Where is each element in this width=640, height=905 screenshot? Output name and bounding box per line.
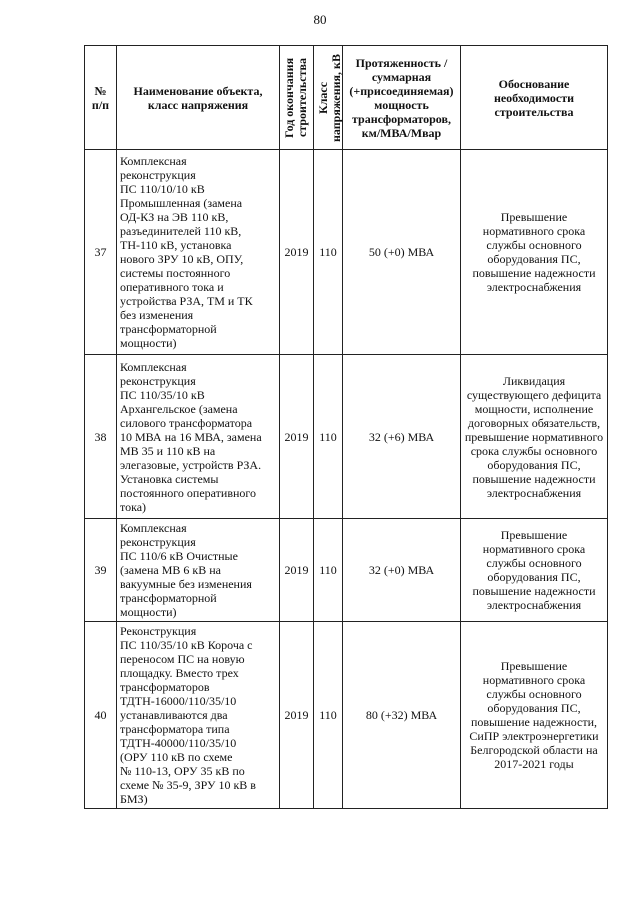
header-year xyxy=(280,46,314,150)
row-voltage: 110 xyxy=(314,622,343,809)
header-year-text: Год окончания строительства xyxy=(282,57,309,138)
row-year: 2019 xyxy=(280,622,314,809)
row-justification: Ликвидация существующего дефицита мощности, исполнение договорных обязательств, превышение нормативного срока службы основного оборудования ПС, повышение надежности электроснабжения xyxy=(461,355,608,519)
header-capacity: Протяженность / суммарная (+присоединяемая) мощность трансформаторов, км/МВА/Мвар xyxy=(343,46,461,150)
row-name: Комплексная реконструкция ПС 110/35/10 кВ Архангельское (замена силового трансформатора 10 МВА на 16 МВА, замена МВ 35 и 110 кВ на элегазовые, устройств РЗА. Установка системы постоянного оперативного тока) xyxy=(117,355,280,519)
row-capacity: 50 (+0) МВА xyxy=(343,150,461,355)
header-voltage-text: Класс напряжения, кВ xyxy=(316,53,343,142)
row-justification: Превышение нормативного срока службы основного оборудования ПС, повышение надежности, СиПР электроэнергетики Белгородской области на 2017-2021 годы xyxy=(461,622,608,809)
row-name: Комплексная реконструкция ПС 110/10/10 кВ Промышленная (замена ОД-КЗ на ЭВ 110 кВ, разъединителей 110 кВ, ТН-110 кВ, установка нового ЗРУ 10 кВ, ОПУ, системы постоянного оперативного тока и устройства РЗА, ТМ и ТК без изменения трансформаторной мощности) xyxy=(117,150,280,355)
row-justification: Превышение нормативного срока службы основного оборудования ПС, повышение надежности электроснабжения xyxy=(461,519,608,622)
row-voltage: 110 xyxy=(314,519,343,622)
row-year: 2019 xyxy=(280,519,314,622)
header-voltage xyxy=(314,46,343,150)
row-num: 39 xyxy=(85,519,117,622)
row-capacity: 80 (+32) МВА xyxy=(343,622,461,809)
row-capacity: 32 (+0) МВА xyxy=(343,519,461,622)
table-row xyxy=(85,355,608,519)
table-row xyxy=(85,622,608,809)
row-year: 2019 xyxy=(280,150,314,355)
row-voltage: 110 xyxy=(314,355,343,519)
table-row xyxy=(85,150,608,355)
table-row xyxy=(85,519,608,622)
header-name: Наименование объекта, класс напряжения xyxy=(117,46,280,150)
row-num: 40 xyxy=(85,622,117,809)
table-header-row xyxy=(85,46,608,150)
row-num: 38 xyxy=(85,355,117,519)
row-name: Комплексная реконструкция ПС 110/6 кВ Очистные (замена МВ 6 кВ на вакуумные без изменения трансформаторной мощности) xyxy=(117,519,280,622)
row-year: 2019 xyxy=(280,355,314,519)
header-justification: Обоснование необходимости строительства xyxy=(461,46,608,150)
header-num: № п/п xyxy=(85,46,117,150)
substation-projects-table xyxy=(84,45,608,809)
row-capacity: 32 (+6) МВА xyxy=(343,355,461,519)
row-num: 37 xyxy=(85,150,117,355)
page-number: 80 xyxy=(313,12,327,27)
row-name: Реконструкция ПС 110/35/10 кВ Короча с переносом ПС на новую площадку. Вместо трех трансформаторов ТДТН-16000/110/35/10 устанавливаются два трансформатора типа ТДТН-40000/110/35/10 (ОРУ 110 кВ по схеме № 110-13, ОРУ 35 кВ по схеме № 35-9, ЗРУ 10 кВ в БМЗ) xyxy=(117,622,280,809)
row-justification: Превышение нормативного срока службы основного оборудования ПС, повышение надежности электроснабжения xyxy=(461,150,608,355)
row-voltage: 110 xyxy=(314,150,343,355)
